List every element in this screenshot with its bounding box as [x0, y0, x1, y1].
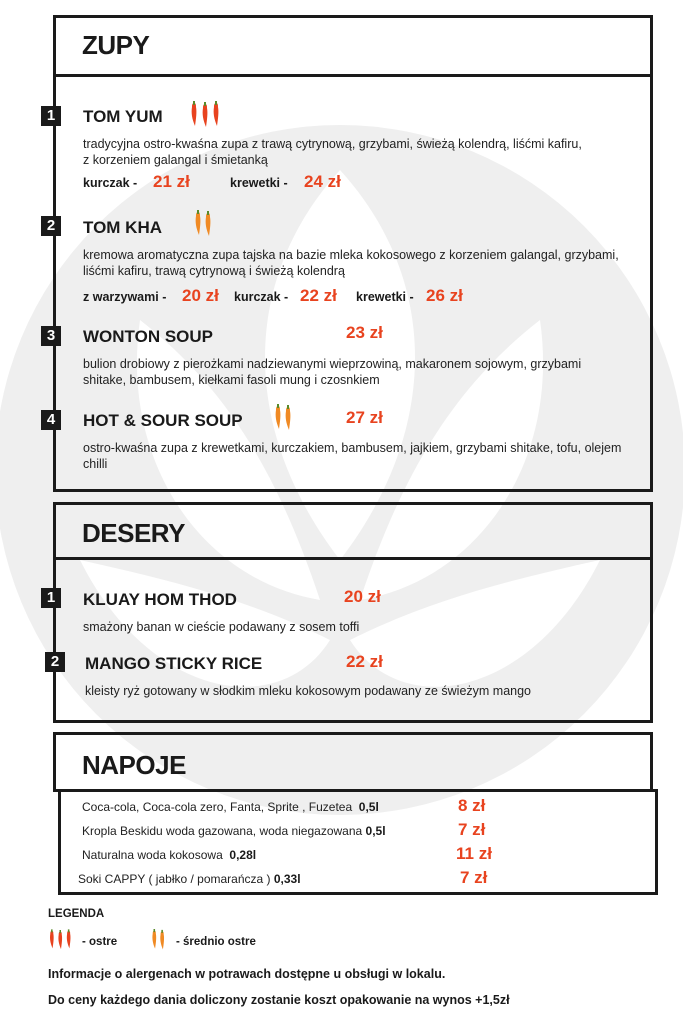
item-name: TOM YUM [83, 107, 163, 126]
drink-price: 7 zł [458, 820, 486, 839]
item-price: 22 zł [346, 652, 383, 671]
drink-volume: 0,33l [273, 872, 301, 886]
drink-price: 7 zł [460, 868, 488, 887]
item-name: HOT & SOUR SOUP [83, 411, 243, 430]
drink-price: 8 zł [458, 796, 486, 815]
option-label: kurczak - [234, 290, 289, 304]
option-label: kurczak - [83, 176, 138, 190]
drink-row [82, 800, 379, 814]
drink-name: Naturalna woda kokosowa [82, 848, 223, 862]
option-price: 24 zł [304, 172, 341, 191]
medium-pepper-icon [150, 929, 168, 956]
drink-price: 11 zł [456, 844, 492, 863]
item-price: 23 zł [346, 323, 383, 342]
packaging-note: Do ceny każdego dania doliczony zostanie koszt opakowanie na wynos +1,5zł [48, 993, 510, 1007]
item-number: 4 [41, 410, 61, 430]
legend-title: LEGENDA [48, 908, 105, 920]
drink-volume: 0,5l [365, 824, 386, 838]
drink-volume: 0,28l [229, 848, 257, 862]
item-number: 2 [45, 652, 65, 672]
napoje-title: NAPOJE [82, 750, 186, 780]
item-description: bulion drobiowy z pierożkami nadziewanymi wieprzowiną, makaronem sojowym, grzybami shitake, bambusem, kiełkami fasoli mung i czosnkiem [83, 357, 582, 387]
legend-medium-label: - średnio ostre [176, 936, 256, 948]
item-name: MANGO STICKY RICE [85, 654, 263, 673]
drink-name: Coca-cola, Coca-cola zero, Fanta, Sprite , Fuzetea [82, 800, 353, 814]
item-number: 1 [41, 106, 61, 126]
allergens-note: Informacje o alergenach w potrawach dostępne u obsługi w lokalu. [48, 967, 446, 981]
drink-row [82, 824, 386, 838]
hot-pepper-icon [48, 929, 74, 956]
item-name: TOM KHA [83, 218, 163, 237]
item-price: 27 zł [346, 408, 383, 427]
item-number: 3 [41, 326, 61, 346]
hot-pepper-icon [189, 101, 223, 134]
item-number: 1 [41, 588, 61, 608]
item-description: smażony banan w cieście podawany z sosem toffi [83, 620, 360, 634]
option-label: krewetki - [230, 176, 288, 190]
item-description: kleisty ryż gotowany w słodkim mleku kokosowym podawany ze świeżym mango [85, 684, 531, 698]
option-price: 20 zł [182, 286, 219, 305]
drink-name: Soki CAPPY ( jabłko / pomarańcza ) [78, 872, 271, 886]
legend-hot-label: - ostre [82, 936, 118, 948]
item-name: KLUAY HOM THOD [83, 590, 237, 609]
zupy-title: ZUPY [82, 30, 150, 60]
item-number: 2 [41, 216, 61, 236]
option-price: 22 zł [300, 286, 337, 305]
drink-volume: 0,5l [358, 800, 379, 814]
item-description: kremowa aromatyczna zupa tajska na bazie mleka kokosowego z korzeniem galangal, grzybami, liśćmi kafiru, trawą cytrynową i świeżą kolendrą [83, 248, 619, 278]
option-label: krewetki - [356, 290, 414, 304]
item-description: ostro-kwaśna zupa z krewetkami, kurczakiem, bambusem, jajkiem, grzybami shitake, tofu, olejem chilli [83, 441, 622, 471]
option-label: z warzywami - [83, 290, 167, 304]
option-price: 26 zł [426, 286, 463, 305]
item-price: 20 zł [344, 587, 381, 606]
desery-title: DESERY [82, 518, 185, 548]
option-price: 21 zł [153, 172, 190, 191]
item-name: WONTON SOUP [83, 327, 214, 346]
medium-pepper-icon [273, 404, 295, 437]
drink-row [78, 872, 301, 886]
drink-row [82, 848, 256, 862]
item-description: tradycyjna ostro-kwaśna zupa z trawą cytrynową, grzybami, świeżą kolendrą, liśćmi kafiru, z korzeniem galangal i śmietanką [83, 137, 582, 167]
drink-name: Kropla Beskidu woda gazowana, woda niegazowana [82, 824, 363, 838]
medium-pepper-icon [193, 210, 215, 243]
